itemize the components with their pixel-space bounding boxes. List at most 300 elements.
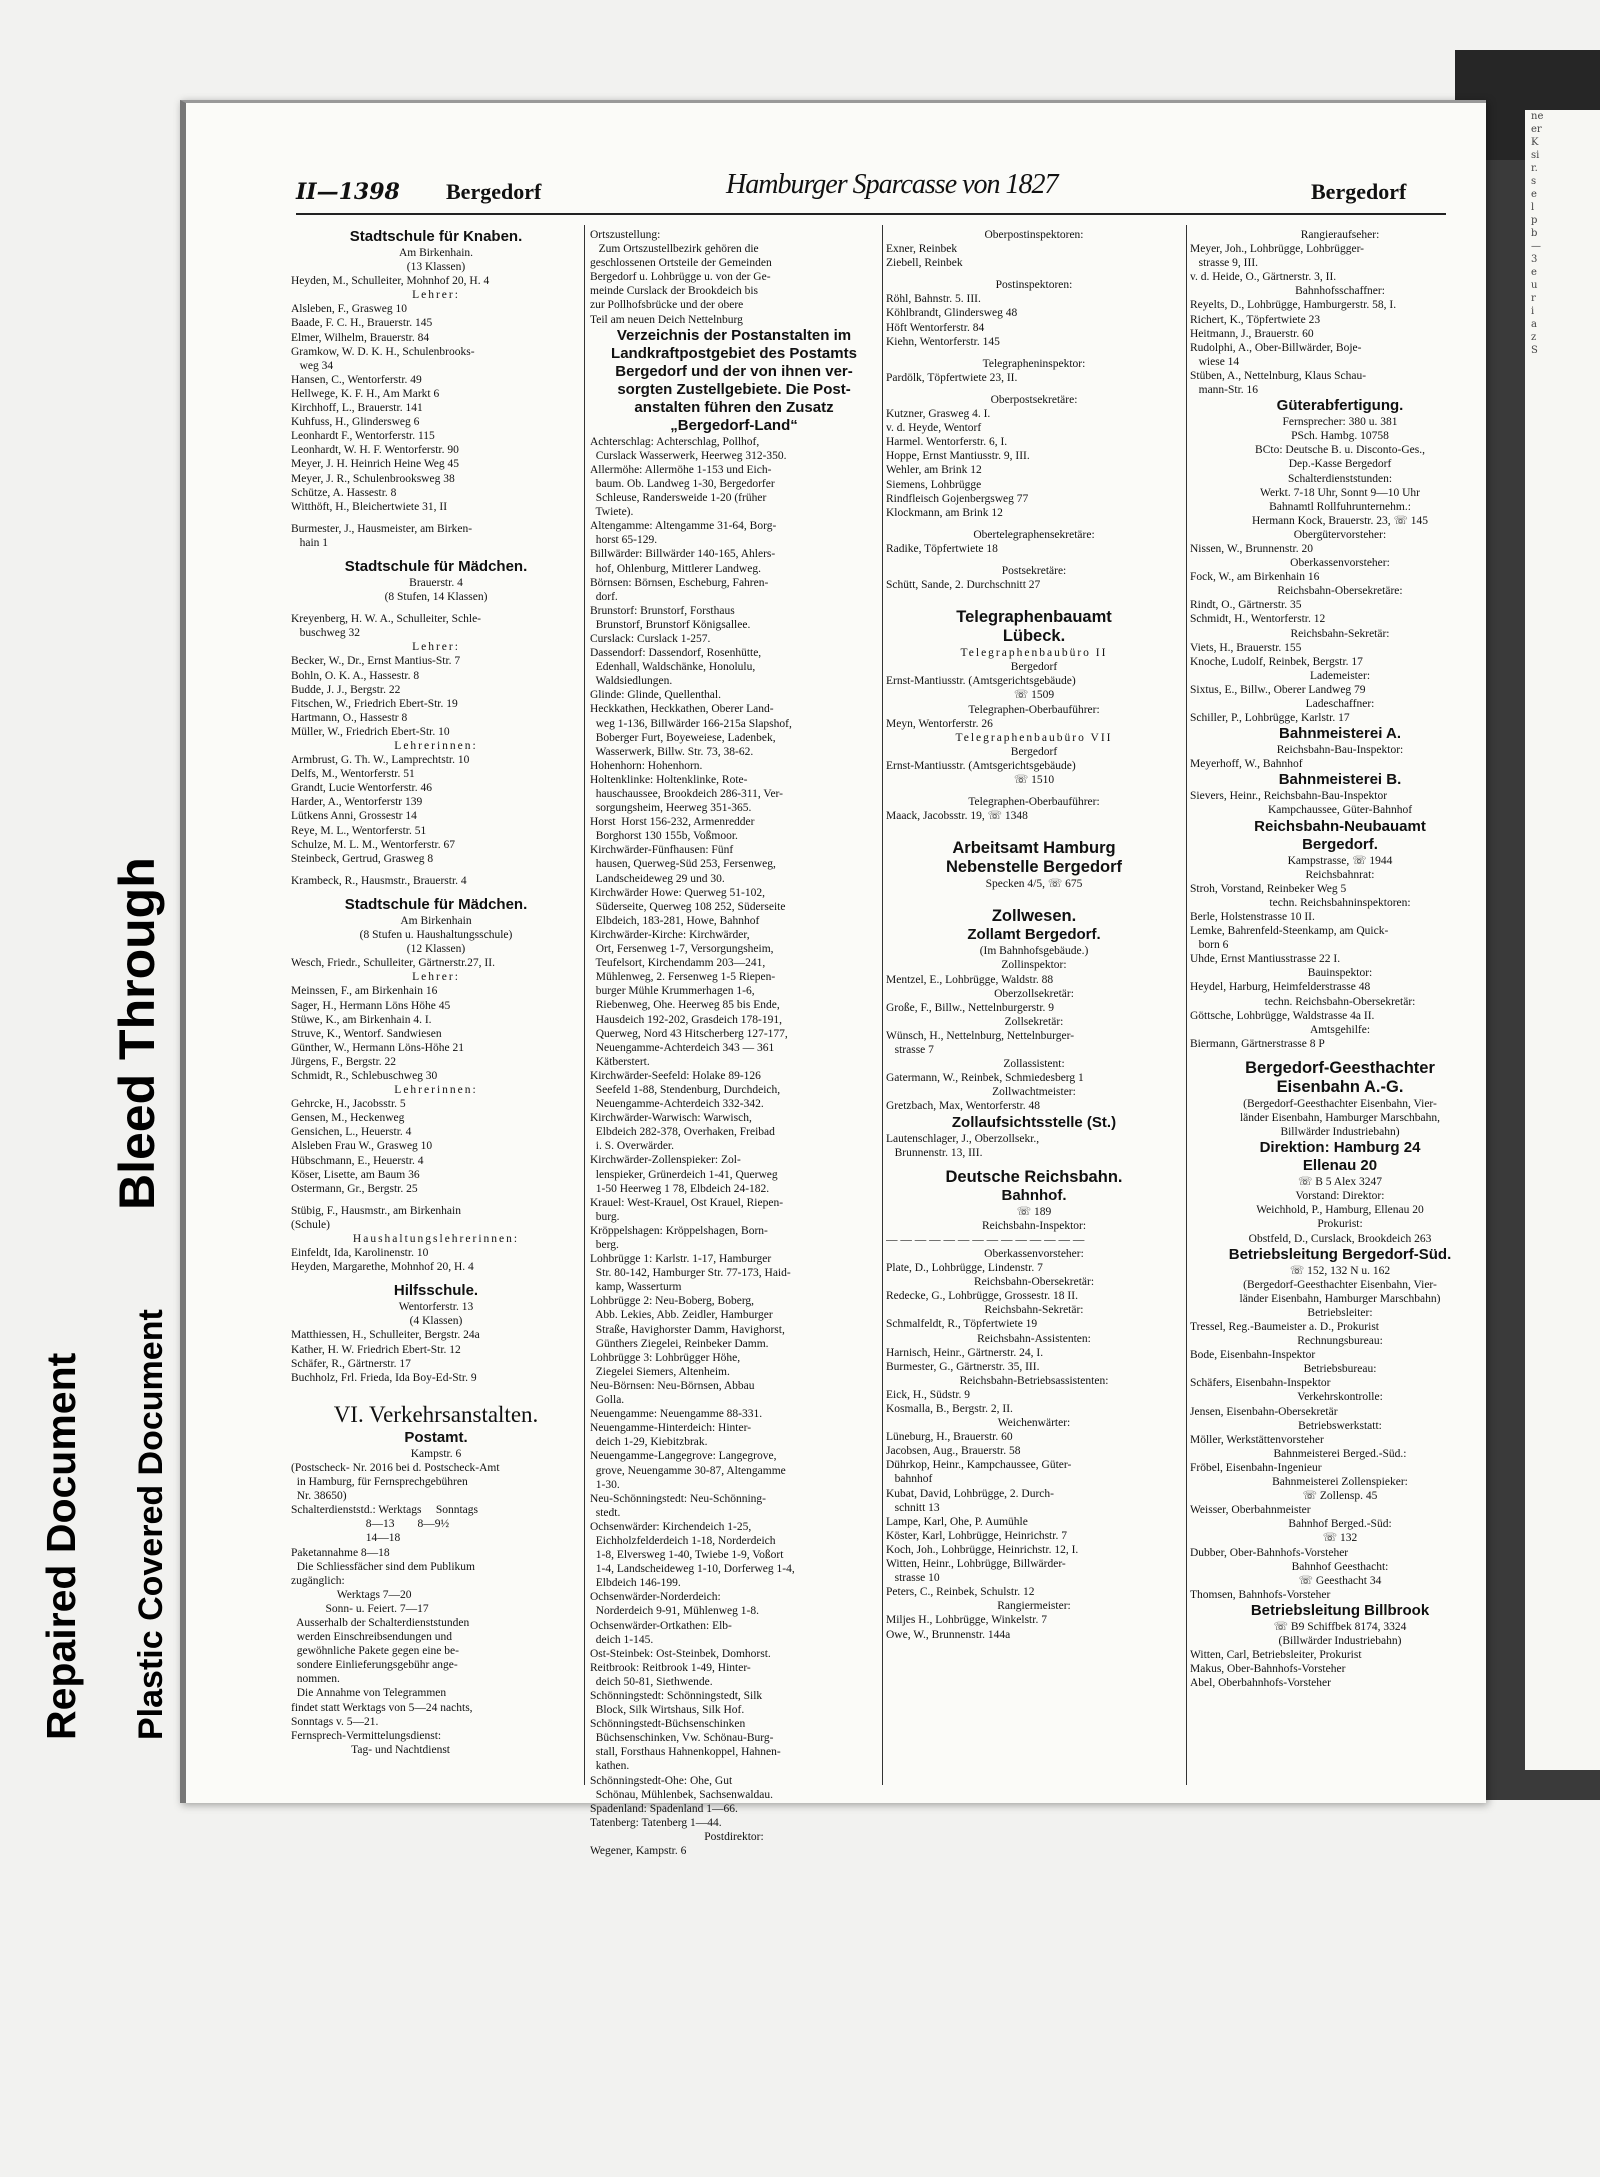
section-heading: Eisenbahn A.-G.: [1276, 1077, 1404, 1096]
entry-line: deich 1-29, Kiebitzbrak.: [590, 1436, 708, 1449]
entry-line: Lüneburg, H., Brauerstr. 60: [886, 1431, 1013, 1444]
entry-line: i. S. Overwärder.: [590, 1140, 674, 1153]
spacer: [291, 866, 581, 874]
entry-line: Alsleben Frau W., Grasweg 10: [291, 1140, 433, 1153]
entry-line: Obergütervorsteher:: [1293, 528, 1387, 541]
entry-line: (8 Stufen u. Haushaltungsschule): [359, 929, 513, 942]
entry-line: Fröbel, Eisenbahn-Ingenieur: [1190, 1461, 1322, 1474]
entry-line: dorf.: [590, 590, 618, 603]
role-heading: Lehrerinnen:: [394, 1084, 478, 1097]
entry-line: Boberger Furt, Boyeweiese, Ladenbek,: [590, 731, 776, 744]
entry-line: Maack, Jacobsstr. 19, ☏ 1348: [886, 810, 1028, 823]
entry-line: Budde, J. J., Bergstr. 22: [291, 683, 401, 696]
entry-line: Hohenhorn: Hohenhorn.: [590, 759, 703, 772]
entry-line: länder Eisenbahn, Hamburger Marschbahn,: [1239, 1111, 1440, 1124]
entry-line: Harnisch, Heinr., Gärtnerstr. 24, I.: [886, 1346, 1044, 1359]
entry-line: (Bergedorf-Geesthachter Eisenbahn, Vier-: [1243, 1097, 1437, 1110]
entry-line: Kirchwärder Howe: Querweg 51-102,: [590, 886, 765, 899]
entry-line: Verkehrskontrolle:: [1297, 1391, 1383, 1404]
section-heading: Stadtschule für Mädchen.: [344, 895, 528, 913]
role-heading: Haushaltungslehrerinnen:: [352, 1233, 520, 1245]
entry-line: Schäfer, R., Gärtnerstr. 17: [291, 1357, 411, 1370]
entry-line: Schäfers, Eisenbahn-Inspektor: [1190, 1377, 1331, 1390]
entry-line: ☏ 189: [1016, 1205, 1052, 1218]
section-heading: Stadtschule für Mädchen.: [344, 557, 528, 575]
entry-line: Viets, H., Brauerstr. 155: [1190, 641, 1302, 654]
entry-line: Witten, Heinr., Lohbrügge, Billwärder-: [886, 1558, 1066, 1571]
entry-line: Jürgens, F., Bergstr. 22: [291, 1055, 397, 1068]
entry-line: werden Einschreibsendungen und: [291, 1631, 452, 1644]
section-heading: Landkraftpostgebiet des Postamts: [611, 344, 857, 362]
spacer: [291, 888, 581, 896]
entry-line: Zollinspektor:: [1001, 959, 1067, 972]
entry-line: Reichsbahn-Inspektor:: [981, 1219, 1087, 1232]
entry-line: Meyerhoff, W., Bahnhof: [1190, 758, 1303, 771]
entry-line: Oberkassenvorsteher:: [984, 1247, 1084, 1260]
entry-line: mann-Str. 16: [1190, 384, 1259, 397]
entry-line: Burmester, J., Hausmeister, am Birken-: [291, 522, 473, 535]
entry-line: Ost-Steinbek: Ost-Steinbek, Domhorst.: [590, 1647, 771, 1660]
entry-line: Am Birkenhain.: [398, 247, 474, 259]
entry-line: Rechnungsbureau:: [1297, 1335, 1383, 1348]
entry-line: Mühlenweg, 2. Fersenweg 1-5 Riepen-: [590, 971, 776, 984]
header-left-title: Bergedorf: [446, 179, 542, 204]
entry-line: Jacobsen, Aug., Brauerstr. 58: [886, 1445, 1021, 1458]
section-heading: Verzeichnis der Postanstalten im: [616, 326, 852, 344]
entry-line: 1-30.: [590, 1478, 620, 1491]
entry-line: Kutzner, Grasweg 4. I.: [886, 408, 991, 421]
entry-line: Neuengamme-Langegrove: Langegrove,: [590, 1450, 777, 1463]
entry-line: Str. 80-142, Hamburger Str. 77-173, Haid-: [590, 1267, 791, 1280]
spacer: [886, 1160, 1182, 1168]
entry-line: Hübschmann, E., Heuerstr. 4: [291, 1154, 424, 1167]
entry-line: Zollsekretär:: [1004, 1015, 1064, 1028]
entry-line: Straße, Havighorster Damm, Havighorst,: [590, 1323, 785, 1336]
entry-line: Kather, H. W. Friedrich Ebert-Str. 12: [291, 1343, 461, 1356]
entry-line: grove, Neuengamme 30-87, Altengamme: [590, 1464, 786, 1477]
entry-line: Bahnhof Geesthacht:: [1291, 1560, 1389, 1573]
section-heading: „Bergedorf-Land“: [670, 416, 798, 434]
entry-line: Reichsbahn-Bau-Inspektor:: [1276, 744, 1404, 757]
entry-line: Prokurist:: [1317, 1218, 1363, 1231]
section-heading: Bahnmeisterei A.: [1279, 725, 1401, 743]
entry-line: Dassendorf: Dassendorf, Rosenhütte,: [590, 647, 762, 660]
entry-line: Fernsprech-Vermittelungsdienst:: [291, 1729, 442, 1742]
entry-line: Schleuse, Randersweide 1-20 (früher: [590, 492, 767, 505]
entry-line: Neuengamme: Neuengamme 88-331.: [590, 1408, 763, 1421]
entry-line: Abb. Lekies, Abb. Zeidler, Hamburger: [590, 1309, 773, 1322]
entry-line: Stüwe, K., am Birkenhain 4. I.: [291, 1013, 432, 1026]
entry-line: Möller, Werkstättenvorsteher: [1190, 1433, 1324, 1446]
page-header: [296, 169, 1446, 215]
spacer: [886, 385, 1182, 393]
entry-line: Wesch, Friedr., Schulleiter, Gärtnerstr.27, II.: [291, 957, 495, 970]
entry-line: Gramkow, W. D. K. H., Schulenbrooks-: [291, 345, 475, 358]
entry-line: Gehrcke, H., Jacobsstr. 5: [291, 1098, 406, 1111]
entry-line: Telegraphen-Oberbauführer:: [968, 703, 1100, 716]
entry-line: Meyer, Joh., Lohbrügge, Lohbrügger-: [1190, 243, 1364, 256]
entry-line: Dep.-Kasse Bergedorf: [1288, 458, 1392, 471]
entry-line: Kreyenberg, H. W. A., Schulleiter, Schle-: [291, 613, 481, 626]
entry-line: Steinbeck, Gertrud, Grasweg 8: [291, 852, 434, 865]
entry-line: strasse 9, III.: [1190, 257, 1259, 270]
section-heading: Hilfsschule.: [393, 1282, 479, 1300]
entry-line: ☏ 1510: [1013, 774, 1055, 786]
entry-line: zugänglich:: [291, 1574, 345, 1587]
entry-line: Matthiessen, H., Schulleiter, Bergstr. 24a: [291, 1329, 480, 1342]
entry-line: Bahnmeisterei Berged.-Süd.:: [1273, 1447, 1407, 1460]
entry-line: Reichsbahn-Assistenten:: [977, 1332, 1091, 1345]
adjacent-page-fragment: ne: [1531, 111, 1544, 122]
section-heading: Arbeitsamt Hamburg: [952, 839, 1116, 858]
entry-line: Spadenland: Spadenland 1—66.: [590, 1802, 738, 1815]
entry-line: Hansen, C., Wentorferstr. 49: [291, 373, 422, 386]
entry-line: Sievers, Heinr., Reichsbahn-Bau-Inspektor: [1190, 790, 1388, 803]
entry-line: Gensichen, L., Heuerstr. 4: [291, 1126, 412, 1139]
entry-line: Kirchhoff, L., Brauerstr. 141: [291, 402, 423, 415]
entry-line: Stroh, Vorstand, Reinbeker Weg 5: [1190, 882, 1347, 895]
spacer: [886, 592, 1182, 608]
entry-line: — — — — — — — — — — — — — —: [886, 1233, 1085, 1246]
column-divider: [1186, 225, 1187, 1785]
entry-line: Ortszustellung:: [590, 229, 661, 241]
entry-line: bahnhof: [886, 1473, 933, 1486]
entry-line: Köster, Karl, Lohbrügge, Heinrichstr. 7: [886, 1529, 1067, 1542]
section-heading: Direktion: Hamburg 24: [1259, 1139, 1421, 1157]
entry-line: hauschaussee, Brookdeich 286-311, Ver-: [590, 788, 783, 800]
column-railways: [1190, 228, 1490, 1690]
entry-line: Wünsch, H., Nettelnburg, Nettelnburger-: [886, 1029, 1075, 1042]
entry-line: Ort, Fersenweg 1-7, Versorgungsheim,: [590, 943, 774, 956]
entry-line: Börnsen: Börnsen, Escheburg, Fahren-: [590, 576, 769, 589]
entry-line: Lohbrügge 2: Neu-Boberg, Boberg,: [590, 1295, 755, 1308]
entry-line: Heyden, Margarethe, Mohnhof 20, H. 4: [291, 1261, 474, 1274]
entry-line: Reichsbahn-Betriebsassistenten:: [959, 1374, 1109, 1387]
entry-line: Biermann, Gärtnerstrasse 8 P: [1190, 1037, 1325, 1050]
entry-line: Twiete).: [590, 506, 634, 519]
adjacent-page-fragment: l: [1531, 202, 1535, 213]
entry-line: Armbrust, G. Th. W., Lamprechtstr. 10: [291, 754, 470, 767]
entry-line: Kirchwärder-Seefeld: Holake 89-126: [590, 1069, 761, 1082]
entry-line: in Hamburg, für Fernsprechgebühren: [291, 1476, 468, 1489]
entry-line: gewöhnliche Pakete gegen eine be-: [291, 1645, 459, 1658]
entry-line: Kröppelshagen: Kröppelshagen, Born-: [590, 1224, 768, 1237]
entry-line: Meyer, J. R., Schulenbrooksweg 38: [291, 472, 455, 485]
entry-line: Elbdeich 282-378, Overhaken, Freibad: [590, 1126, 775, 1139]
entry-line: Dührkop, Heinr., Kampchaussee, Güter-: [886, 1459, 1072, 1472]
entry-line: Bahnhofsschaffner:: [1295, 285, 1385, 298]
section-heading: Bahnmeisterei B.: [1278, 771, 1402, 789]
entry-line: Teufelsort, Kirchendamm 203—241,: [590, 957, 766, 970]
entry-line: baum. Ob. Landweg 1-30, Bergedorfer: [590, 477, 775, 490]
spacer: [291, 1385, 581, 1401]
entry-line: Ziegelei Siemers, Altenheim.: [590, 1365, 730, 1378]
entry-line: Elmer, Wilhelm, Brauerstr. 84: [291, 331, 430, 344]
role-heading: Lehrer:: [412, 971, 460, 984]
entry-line: Eick, H., Südstr. 9: [886, 1388, 971, 1401]
spacer: [886, 520, 1182, 528]
entry-line: Reitbrook: Reitbrook 1-49, Hinter-: [590, 1661, 751, 1674]
entry-line: Schiller, P., Lohbrügge, Karlstr. 17: [1190, 712, 1350, 725]
entry-line: Zollassistent:: [1003, 1058, 1065, 1071]
entry-line: Elbdeich, 183-281, Howe, Bahnhof: [590, 914, 760, 927]
entry-line: Neuengamme-Hinterdeich: Hinter-: [590, 1422, 752, 1435]
adjacent-page-fragment: S: [1531, 345, 1538, 356]
entry-line: Schütt, Sande, 2. Durchschnitt 27: [886, 579, 1041, 592]
entry-line: Berle, Holstenstrasse 10 II.: [1190, 910, 1315, 923]
entry-line: Landscheideweg 29 und 30.: [590, 872, 725, 885]
section-heading: Lübeck.: [1002, 627, 1066, 646]
entry-line: Obstfeld, D., Curslack, Brookdeich 263: [1248, 1232, 1432, 1245]
entry-line: Waldsiedlungen.: [590, 675, 673, 688]
entry-line: Brunnenstr. 13, III.: [886, 1146, 983, 1159]
entry-line: Radike, Töpfertwiete 18: [886, 542, 998, 555]
entry-line: Rangieraufseher:: [1300, 229, 1380, 241]
entry-line: geschlossenen Ortsteile der Gemeinden: [590, 257, 772, 270]
entry-line: Tressel, Reg.-Baumeister a. D., Prokurist: [1190, 1321, 1379, 1333]
entry-line: 1-8, Elversweg 1-40, Twiebe 1-9, Voßort: [590, 1549, 784, 1562]
entry-line: Postsekretäre:: [1001, 564, 1067, 577]
document-page: [180, 100, 1486, 1858]
section-heading: Betriebsleitung Billbrook: [1250, 1601, 1430, 1619]
entry-line: ☏ 1509: [1013, 689, 1055, 702]
entry-line: Ziebell, Reinbek: [886, 257, 963, 270]
section-heading: Telegraphenbauamt: [956, 608, 1112, 627]
entry-line: Reichsbahn-Sekretär:: [984, 1304, 1084, 1317]
adjacent-page-fragment: z: [1531, 332, 1537, 343]
section-heading: sorgten Zustellgebiete. Die Post-: [617, 380, 851, 398]
adjacent-page-fragment: e: [1531, 267, 1537, 278]
section-heading: Bergedorf und der von ihnen ver-: [615, 362, 853, 380]
entry-line: Miljes H., Lohbrügge, Winkelstr. 7: [886, 1614, 1047, 1627]
entry-line: kamp, Wasserturm: [590, 1281, 682, 1294]
plastic-covered-label: Plastic Covered Document: [132, 1309, 170, 1740]
entry-line: Tatenberg: Tatenberg 1—44.: [590, 1816, 722, 1829]
section-heading: Postamt.: [404, 1428, 468, 1446]
entry-line: deich 50-81, Siethwende.: [590, 1675, 713, 1688]
entry-line: lenspieker, Grünerdeich 1-41, Querweg: [590, 1168, 778, 1181]
entry-line: strasse 10: [886, 1572, 940, 1585]
entry-line: stall, Forsthaus Hahnenkoppel, Hahnen-: [590, 1746, 781, 1759]
entry-line: 1-4, Landscheideweg 1-10, Dorferweg 1-4,: [590, 1563, 795, 1576]
entry-line: horst 65-129.: [590, 534, 658, 547]
adjacent-page-edge: [1525, 110, 1600, 1770]
entry-line: Harmel. Wentorferstr. 6, I.: [886, 436, 1008, 449]
entry-line: kathen.: [590, 1760, 630, 1773]
entry-line: Richert, K., Töpfertwiete 23: [1190, 313, 1321, 326]
entry-line: Bode, Eisenbahn-Inspektor: [1190, 1349, 1316, 1362]
entry-line: Kirchwärder-Fünfhausen: Fünf: [590, 844, 734, 857]
entry-line: Fock, W., am Birkenhain 16: [1190, 571, 1320, 584]
entry-line: ☏ Zollensp. 45: [1302, 1490, 1378, 1503]
entry-line: Owe, W., Brunnenstr. 144a: [886, 1628, 1011, 1641]
entry-line: Curslack: Curslack 1-257.: [590, 632, 711, 645]
entry-line: Block, Silk Wirtshaus, Silk Hof.: [590, 1704, 745, 1717]
entry-line: schnitt 13: [886, 1501, 940, 1514]
entry-line: Lohbrügge 3: Lohbrügger Höhe,: [590, 1351, 741, 1364]
entry-line: (8 Stufen, 14 Klassen): [384, 591, 488, 604]
entry-line: born 6: [1190, 939, 1229, 952]
entry-line: Zollwachtmeister:: [992, 1086, 1076, 1099]
entry-line: Bergedorf u. Lohbrügge u. von der Ge-: [590, 271, 771, 284]
entry-line: Obertelegraphensekretäre:: [973, 528, 1095, 541]
entry-line: Postinspektoren:: [995, 279, 1073, 292]
entry-line: Oberpostsekretäre:: [990, 393, 1078, 406]
entry-line: ☏ Geesthacht 34: [1298, 1574, 1382, 1587]
entry-line: 8—13 8—9½: [291, 1518, 450, 1531]
entry-line: Hellwege, K. F. H., Am Markt 6: [291, 387, 440, 400]
entry-line: Teil am neuen Deich Nettelnburg: [590, 313, 743, 326]
entry-line: Makus, Ober-Bahnhofs-Vorsteher: [1190, 1663, 1346, 1676]
entry-line: Schönningstedt: Schönningstedt, Silk: [590, 1690, 763, 1702]
entry-line: Leonhardt, W. H. F. Wentorferstr. 90: [291, 444, 459, 457]
role-heading: Lehrer:: [412, 641, 460, 654]
entry-line: strasse 7: [886, 1044, 934, 1057]
section-heading: Bergedorf-Geesthachter: [1245, 1058, 1435, 1077]
entry-line: Neuengamme-Achterdeich 343 — 361: [590, 1041, 775, 1054]
entry-line: Telegraphen-Oberbauführer:: [968, 796, 1100, 809]
entry-line: Bauinspektor:: [1307, 967, 1373, 980]
entry-line: Reichsbahnrat:: [1305, 868, 1375, 881]
entry-line: Wegener, Kampstr. 6: [590, 1845, 687, 1858]
entry-line: Glinde: Glinde, Quellenthal.: [590, 689, 721, 702]
page-number: II—1398: [296, 179, 400, 205]
entry-line: Sonntags v. 5—21.: [291, 1715, 379, 1728]
entry-line: Wehler, am Brink 12: [886, 464, 982, 477]
column-post-telegraph-customs: [886, 228, 1182, 1642]
entry-line: Krambeck, R., Hausmstr., Brauerstr. 4: [291, 874, 467, 887]
spacer: [886, 891, 1182, 907]
entry-line: 1-50 Heerweg 1 78, Elbdeich 24-182.: [590, 1182, 770, 1195]
entry-line: Paketannahme 8—18: [291, 1546, 390, 1559]
entry-line: Neuengamme-Achterdeich 332-342.: [590, 1098, 764, 1111]
entry-line: Kirchwärder-Zollenspieker: Zol-: [590, 1154, 741, 1167]
entry-line: Lemke, Bahrenfeld-Steenkamp, am Quick-: [1190, 925, 1389, 938]
adjacent-page-fragment: r: [1531, 293, 1536, 304]
entry-line: BCto: Deutsche B. u. Disconto-Ges.,: [1255, 444, 1425, 457]
column-divider: [882, 225, 883, 1785]
entry-line: stedt.: [590, 1506, 621, 1519]
section-heading: Bahnhof.: [1001, 1186, 1067, 1204]
entry-line: hof, Ohlenburg, Mittlerer Landweg.: [590, 562, 761, 575]
entry-line: Buchholz, Frl. Frieda, Ida Boy-Ed-Str. 9: [291, 1371, 477, 1384]
entry-line: Bergedorf: [1010, 745, 1058, 758]
entry-line: meinde Curslack der Brookdeich bis: [590, 285, 758, 298]
entry-line: Schönau, Mühlenbek, Sachsenwaldau.: [590, 1788, 774, 1801]
entry-line: Heyden, M., Schulleiter, Mohnhof 20, H. 4: [291, 275, 490, 288]
adjacent-page-fragment: i: [1531, 306, 1535, 317]
entry-line: Ochsenwärder-Norderdeich:: [590, 1591, 721, 1604]
adjacent-page-fragment: b: [1531, 228, 1538, 239]
adjacent-page-fragment: p: [1531, 215, 1538, 226]
entry-line: Günthers Ziegelei, Reinbeker Damm.: [590, 1337, 769, 1350]
entry-line: zur Pollhofsbrücke und der obere: [590, 299, 744, 312]
entry-line: Bohln, O. K. A., Hassestr. 8: [291, 669, 420, 682]
entry-line: Brauerstr. 4: [409, 576, 463, 589]
entry-line: Edenhall, Waldschänke, Honolulu,: [590, 661, 756, 674]
entry-line: Kirchwärder-Kirche: Kirchwärder,: [590, 928, 750, 941]
entry-line: Kiehn, Wentorferstr. 145: [886, 335, 1000, 348]
entry-line: hausen, Querweg-Süd 253, Fersenweg,: [590, 858, 776, 871]
entry-line: Schalterdienststunden:: [1287, 472, 1393, 485]
entry-line: deich 1-145.: [590, 1633, 654, 1646]
spacer: [886, 556, 1182, 564]
entry-line: Bergedorf: [1010, 661, 1058, 674]
entry-line: Lademeister:: [1309, 669, 1371, 682]
entry-line: Am Birkenhain: [400, 914, 472, 927]
entry-line: Betriebsbureau:: [1303, 1363, 1377, 1376]
entry-line: ☏ B9 Schiffbek 8174, 3324: [1273, 1620, 1407, 1633]
entry-line: länder Eisenbahn, Hamburger Marschbahn): [1239, 1292, 1441, 1305]
adjacent-page-fragment: —: [1531, 241, 1541, 252]
entry-line: techn. Reichsbahninspektoren:: [1269, 896, 1411, 909]
entry-line: Dubber, Ober-Bahnhofs-Vorsteher: [1190, 1546, 1349, 1559]
entry-line: v. d. Heyde, Wentorf: [886, 422, 982, 435]
entry-line: findet statt Werktags von 5—24 nachts,: [291, 1701, 473, 1714]
entry-line: Siemens, Lohbrügge: [886, 478, 982, 491]
entry-line: Röhl, Bahnstr. 5. III.: [886, 293, 981, 306]
entry-line: Curslack Wasserwerk, Heerweg 312-350.: [590, 449, 787, 462]
entry-line: Heitmann, J., Brauerstr. 60: [1190, 327, 1314, 340]
entry-line: Einfeldt, Ida, Karolinenstr. 10: [291, 1247, 429, 1260]
entry-line: Reyelts, D., Lohbrügge, Hamburgerstr. 58, I.: [1190, 299, 1397, 312]
entry-line: Zum Ortszustellbezirk gehören die: [590, 243, 759, 256]
section-heading: Zollamt Bergedorf.: [967, 926, 1101, 944]
entry-line: (Bergedorf-Geesthachter Eisenbahn, Vier-: [1243, 1278, 1437, 1291]
entry-line: Weisser, Oberbahnmeister: [1190, 1504, 1311, 1517]
section-heading: VI. Verkehrsanstalten.: [333, 1401, 539, 1427]
entry-line: Lautenschlager, J., Oberzollsekr.,: [886, 1132, 1040, 1145]
spacer: [291, 514, 581, 522]
adjacent-page-fragment: si: [1531, 150, 1540, 161]
section-heading: Ellenau 20: [1302, 1157, 1378, 1175]
header-logo-text: Hamburger Sparcasse von 1827: [726, 169, 1058, 200]
entry-line: Harder, A., Wentorferstr 139: [291, 796, 423, 809]
entry-line: Lütkens Anni, Grossestr 14: [291, 810, 417, 823]
entry-line: Oberkassenvorsteher:: [1290, 557, 1390, 570]
entry-line: Gensen, M., Heckenweg: [291, 1112, 405, 1125]
section-heading: Reichsbahn-Neubauamt: [1254, 817, 1426, 835]
adjacent-page-fragment: u: [1531, 280, 1538, 291]
entry-line: ☏ B 5 Alex 3247: [1297, 1176, 1383, 1189]
entry-line: Kuhfuss, H., Glindersweg 6: [291, 416, 420, 429]
entry-line: 14—18: [291, 1532, 401, 1545]
entry-line: Horst Horst 156-232, Armenredder: [590, 816, 755, 829]
entry-line: (Billwärder Industriebahn): [1278, 1634, 1402, 1647]
entry-line: Telegrapheninspektor:: [982, 357, 1086, 370]
entry-line: Jensen, Eisenbahn-Obersekretär: [1190, 1405, 1338, 1418]
entry-line: Bahnamtl Rollfuhrunternehm.:: [1269, 500, 1411, 513]
entry-line: Günther, W., Hermann Löns-Höhe 21: [291, 1041, 464, 1054]
entry-line: Schalterdienststd.: Werktags Sonntags: [291, 1504, 478, 1517]
entry-line: (13 Klassen): [406, 261, 466, 274]
entry-line: Oberzollsekretär:: [994, 987, 1074, 1000]
entry-line: Norderdeich 9-91, Mühlenweg 1-8.: [590, 1605, 759, 1618]
entry-line: Plate, D., Lohbrügge, Lindenstr. 7: [886, 1262, 1043, 1275]
entry-line: Altengamme: Altengamme 31-64, Borg-: [590, 520, 777, 533]
entry-line: (Postscheck- Nr. 2016 bei d. Postscheck-Amt: [291, 1461, 500, 1474]
entry-line: Die Annahme von Telegrammen: [291, 1687, 447, 1700]
entry-line: Schmidt, H., Wentorferstr. 12: [1190, 613, 1326, 626]
entry-line: Eichholzfelderdeich 1-18, Norderdeich: [590, 1534, 776, 1547]
entry-line: Knoche, Ludolf, Reinbek, Bergstr. 17: [1190, 655, 1363, 668]
entry-line: techn. Reichsbahn-Obersekretär:: [1264, 995, 1416, 1008]
entry-line: Neu-Börnsen: Neu-Börnsen, Abbau: [590, 1379, 755, 1392]
entry-line: Kätberstert.: [590, 1055, 650, 1068]
entry-line: Hausdeich 192-202, Grasdeich 178-191,: [590, 1013, 782, 1026]
entry-line: Ochsenwärder-Ortkathen: Elb-: [590, 1619, 732, 1632]
entry-line: ☏ 132: [1322, 1532, 1358, 1545]
